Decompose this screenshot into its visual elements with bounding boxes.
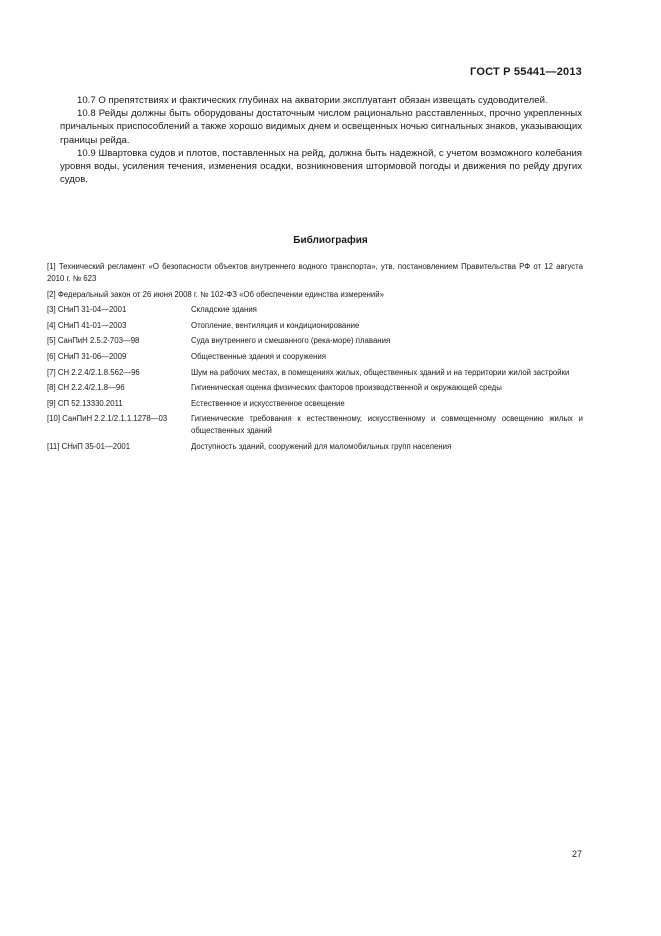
entry-text: Технический регламент «О безопасности объектов внутреннего водного транспорта», утв. постановлением Правительства РФ от 12 августа 2010 г. № 623 [47, 262, 583, 283]
bibliography-entry [47, 398, 583, 410]
bibliography-entry [47, 320, 583, 332]
entry-text: Общественные здания и сооружения [191, 351, 326, 361]
bibliography-entry [47, 367, 583, 379]
entry-number: [1] [47, 262, 56, 271]
bibliography-entry [47, 413, 583, 437]
entry-text: Естественное и искусственное освещение [191, 398, 345, 408]
entry-text: Гигиеническая оценка физических факторов производственной и окружающей среды [191, 383, 502, 393]
entry-document: СанПиН 2.5.2-703—98 [57, 336, 140, 346]
bibliography-list [47, 261, 583, 457]
entry-text: Суда внутреннего и смешанного (река-море) плавания [191, 336, 391, 346]
entry-number: [9] [47, 398, 56, 408]
entry-text: Гигиенические требования к естественному, искусственному и совмещенному освещению жилых и общественных зданий [191, 414, 583, 436]
page-number: 27 [571, 849, 582, 859]
bibliography-entry [47, 261, 583, 285]
bibliography-entry [47, 351, 583, 363]
bibliography-entry [47, 335, 583, 347]
paragraph-10-7: 10.7 О препятствиях и фактических глубинах на акватории эксплуатант обязан извещать судоводителей. [77, 95, 548, 106]
entry-document: СНиП 41-01—2003 [57, 320, 127, 330]
entry-document: СНиП 31-04—2001 [57, 305, 127, 315]
section-10-text [60, 94, 582, 186]
entry-number: [2] [47, 289, 56, 299]
entry-number: [6] [47, 351, 56, 361]
entry-document: СП 52.13330.2011 [57, 398, 123, 408]
entry-document: СНиП 35-01—2001 [61, 441, 131, 451]
entry-text: Отопление, вентиляция и кондиционирование [191, 320, 360, 330]
bibliography-title: Библиография [293, 235, 368, 246]
bibliography-entry [47, 441, 583, 453]
entry-number: [4] [47, 320, 56, 330]
entry-number: [3] [47, 305, 56, 315]
bibliography-entry [47, 289, 583, 301]
entry-number: [10] [47, 414, 61, 424]
entry-text: Доступность зданий, сооружений для маломобильных групп населения [191, 441, 452, 451]
entry-text: Складские здания [191, 305, 257, 315]
entry-document: СНиП 31-06—2009 [57, 351, 127, 361]
entry-number: [8] [47, 383, 56, 393]
entry-document: СН 2.2.4/2.1.8—96 [57, 383, 125, 393]
entry-document: СанПиН 2.2.1/2.1.1.1278—03 [62, 414, 168, 424]
bibliography-entry [47, 382, 583, 394]
entry-text: Федеральный закон от 26 июня 2008 г. № 102-ФЗ «Об обеспечении единства измерений» [57, 289, 384, 299]
document-code: ГОСТ Р 55441—2013 [470, 66, 582, 78]
paragraph-10-8: 10.8 Рейды должны быть оборудованы достаточным числом рационально расставленных, прочно укрепленных причальных приспособлений а также хорошо видимых днем и освещенных ночью сигнальных знаков, указывающих границы рейда. [60, 108, 582, 146]
paragraph-10-9: 10.9 Швартовка судов и плотов, поставленных на рейд, должна быть надежной, с учетом возможного колебания уровня воды, усиления течения, изменения осадки, возникновения штормовой погоды и движения по рейду других судов. [60, 147, 582, 186]
bibliography-entry [47, 304, 583, 316]
entry-number: [11] [47, 441, 60, 451]
entry-number: [5] [47, 336, 56, 346]
entry-text: Шум на рабочих местах, в помещениях жилых, общественных зданий и на территории жилой застройки [191, 367, 570, 377]
entry-number: [7] [47, 367, 56, 377]
entry-document: СН 2.2.4/2.1.8.562—96 [57, 367, 140, 377]
